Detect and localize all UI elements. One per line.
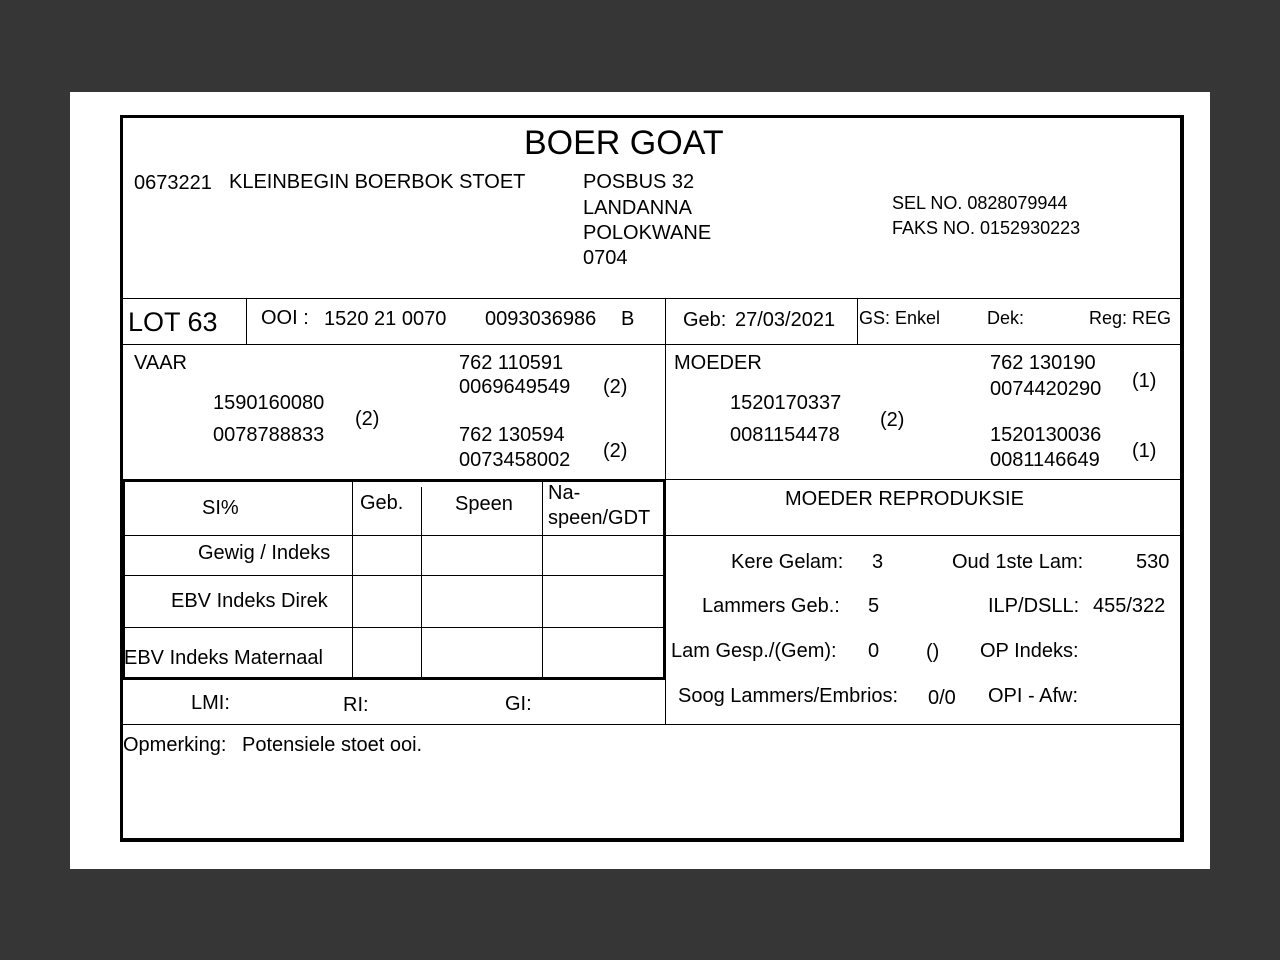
divider — [665, 479, 1180, 480]
sire-sire-id: 762 110591 — [459, 352, 564, 374]
dam-sire-grade: (1) — [1132, 370, 1157, 392]
breeder-number: 0673221 — [134, 172, 212, 194]
divider — [421, 487, 422, 679]
divider — [663, 479, 666, 679]
address-line: POLOKWANE — [583, 222, 712, 244]
dam-dam-registration: 0081146649 — [990, 449, 1100, 471]
remark-text: Potensiele stoet ooi. — [242, 734, 423, 756]
ooi-grade: B — [621, 308, 635, 330]
sire-sire-registration: 0069649549 — [459, 376, 571, 398]
lot-number: LOT 63 — [128, 307, 218, 337]
oud-label: Oud 1ste Lam: — [952, 551, 1084, 573]
lam-gesp-label: Lam Gesp./(Gem): — [671, 640, 837, 662]
lammers-value: 5 — [868, 595, 880, 617]
birth-date: 27/03/2021 — [735, 309, 836, 331]
mating-label: Dek: — [987, 308, 1025, 328]
breeder-name: KLEINBEGIN BOERBOK STOET — [229, 171, 526, 193]
sire-registration: 0078788833 — [213, 424, 325, 446]
sire-id: 1590160080 — [213, 392, 325, 414]
divider — [122, 535, 1180, 536]
divider — [122, 677, 665, 680]
naspeen-header: speen/GDT — [548, 507, 651, 529]
dam-dam-grade: (1) — [1132, 440, 1157, 462]
remark-label: Opmerking: — [123, 734, 227, 756]
divider — [122, 724, 1180, 725]
dam-sire-registration: 0074420290 — [990, 378, 1102, 400]
dam-registration: 0081154478 — [730, 424, 840, 446]
divider — [122, 575, 665, 576]
soog-label: Soog Lammers/Embrios: — [678, 685, 899, 707]
sire-sire-grade: (2) — [603, 376, 628, 398]
soog-value: 0/0 — [928, 687, 956, 709]
divider — [857, 298, 858, 344]
cell-number: SEL NO. 0828079944 — [892, 193, 1068, 213]
birth-label: Geb: — [683, 309, 727, 331]
sire-grade: (2) — [355, 408, 380, 430]
row-label-ebv-direct: EBV Indeks Direk — [171, 590, 328, 612]
lammers-label: Lammers Geb.: — [702, 595, 840, 617]
divider — [246, 298, 247, 344]
divider — [122, 298, 1180, 299]
lam-gesp-value: 0 — [868, 640, 880, 662]
op-index-label: OP Indeks: — [980, 640, 1079, 662]
ilp-value: 455/322 — [1093, 595, 1166, 617]
divider — [352, 479, 353, 679]
page-title: BOER GOAT — [524, 124, 724, 162]
fax-number: FAKS NO. 0152930223 — [892, 218, 1081, 238]
dam-label: MOEDER — [674, 352, 762, 374]
ooi-id: 1520 21 0070 — [324, 308, 447, 330]
lam-gesp-average: () — [926, 641, 940, 663]
geb-header: Geb. — [360, 492, 404, 514]
ri-label: RI: — [343, 694, 369, 716]
gi-label: GI: — [505, 693, 532, 715]
dam-id: 1520170337 — [730, 392, 842, 414]
ooi-label: OOI : — [261, 307, 309, 329]
divider — [122, 479, 665, 482]
birth-status: GS: Enkel — [859, 308, 941, 328]
sire-dam-registration: 0073458002 — [459, 449, 571, 471]
sire-label: VAAR — [134, 352, 187, 374]
ooi-registration: 0093036986 — [485, 308, 597, 330]
reproduction-title: MOEDER REPRODUKSIE — [785, 488, 1024, 510]
si-header: SI% — [202, 497, 239, 519]
sire-dam-id: 762 130594 — [459, 424, 565, 446]
row-label-ebv-maternal: EBV Indeks Maternaal — [124, 647, 323, 669]
divider — [542, 479, 543, 679]
row-label-weight-index: Gewig / Indeks — [198, 542, 331, 564]
naspeen-header: Na- — [548, 482, 581, 504]
dam-sire-id: 762 130190 — [990, 352, 1096, 374]
ilp-label: ILP/DSLL: — [988, 595, 1080, 617]
speen-header: Speen — [455, 493, 513, 515]
address-line: 0704 — [583, 247, 628, 269]
lmi-label: LMI: — [191, 692, 230, 714]
dam-dam-id: 1520130036 — [990, 424, 1102, 446]
oud-value: 530 — [1136, 551, 1170, 573]
divider — [122, 627, 665, 628]
address-line: LANDANNA — [583, 197, 692, 219]
kere-gelam-label: Kere Gelam: — [731, 551, 844, 573]
dam-grade: (2) — [880, 409, 905, 431]
opi-label: OPI - Afw: — [988, 685, 1079, 707]
divider — [122, 344, 1180, 345]
kere-gelam-value: 3 — [872, 551, 884, 573]
address-line: POSBUS 32 — [583, 171, 695, 193]
sire-dam-grade: (2) — [603, 440, 628, 462]
registration-status: Reg: REG — [1089, 308, 1172, 328]
